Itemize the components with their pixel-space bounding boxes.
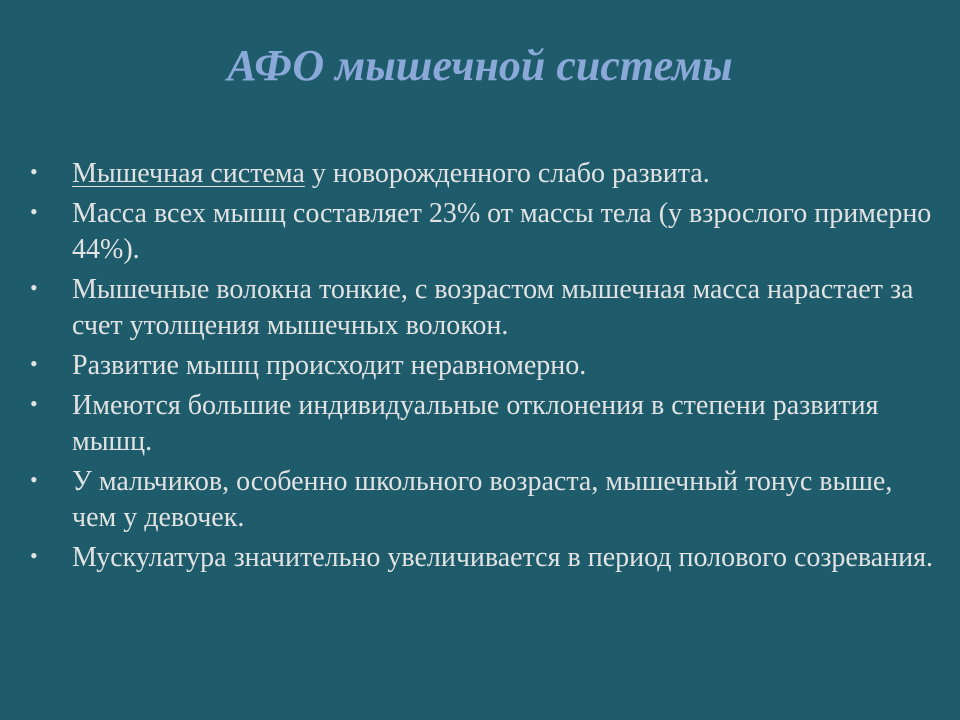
bullet-text: у новорожденного слабо развита.	[304, 158, 710, 189]
bullet-item-6	[30, 464, 940, 536]
bullet-dot-icon: •	[30, 543, 38, 568]
slide-title: АФО мышечной системы	[227, 41, 733, 90]
bullet-dot-icon: •	[30, 199, 38, 224]
bullet-lead-underlined: Мышечная система	[72, 158, 305, 189]
bullet-dot-icon: •	[30, 159, 38, 184]
bullet-text: Мышечные волокна тонкие, с возрастом мышечная масса нарастает за счет утолщения мышечных волокон.	[72, 274, 914, 341]
bullet-item-4	[30, 348, 940, 384]
bullet-dot-icon: •	[30, 275, 38, 300]
bullet-text: Мускулатура значительно увеличивается в период полового созревания.	[72, 542, 933, 573]
bullet-dot-icon: •	[30, 391, 38, 416]
bullet-item-1	[30, 156, 940, 192]
bullet-item-2	[30, 196, 940, 268]
bullet-text: У мальчиков, особенно школьного возраста, мышечный тонус выше, чем у девочек.	[72, 466, 893, 533]
bullet-dot-icon: •	[30, 351, 38, 376]
bullet-text: Масса всех мышц составляет 23% от массы тела (у взрослого примерно 44%).	[72, 198, 932, 265]
bullet-list	[30, 156, 940, 580]
bullet-text: Развитие мышц происходит неравномерно.	[72, 350, 587, 381]
bullet-text: Имеются большие индивидуальные отклонения в степени развития мышц.	[72, 390, 879, 457]
bullet-item-3	[30, 272, 940, 344]
bullet-dot-icon: •	[30, 467, 38, 492]
bullet-item-5	[30, 388, 940, 460]
bullet-item-7	[30, 540, 940, 576]
